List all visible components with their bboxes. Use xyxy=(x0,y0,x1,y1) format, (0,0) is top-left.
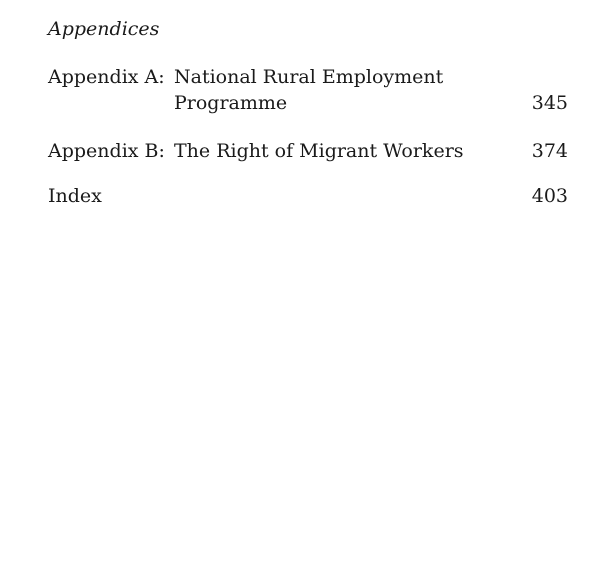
entry-a-page: 345 xyxy=(531,92,568,114)
entry-a-label: Appendix A: xyxy=(48,66,165,88)
index-page: 403 xyxy=(531,185,568,207)
entry-b-title: The Right of Migrant Workers xyxy=(174,140,464,162)
entry-b-label: Appendix B: xyxy=(48,140,165,162)
index-label: Index xyxy=(48,185,102,207)
entry-a-title-line2: Programme xyxy=(174,92,288,114)
entry-b-page: 374 xyxy=(531,140,568,162)
section-title: Appendices xyxy=(48,18,160,40)
entry-a-title-line1: National Rural Employment xyxy=(174,66,444,88)
